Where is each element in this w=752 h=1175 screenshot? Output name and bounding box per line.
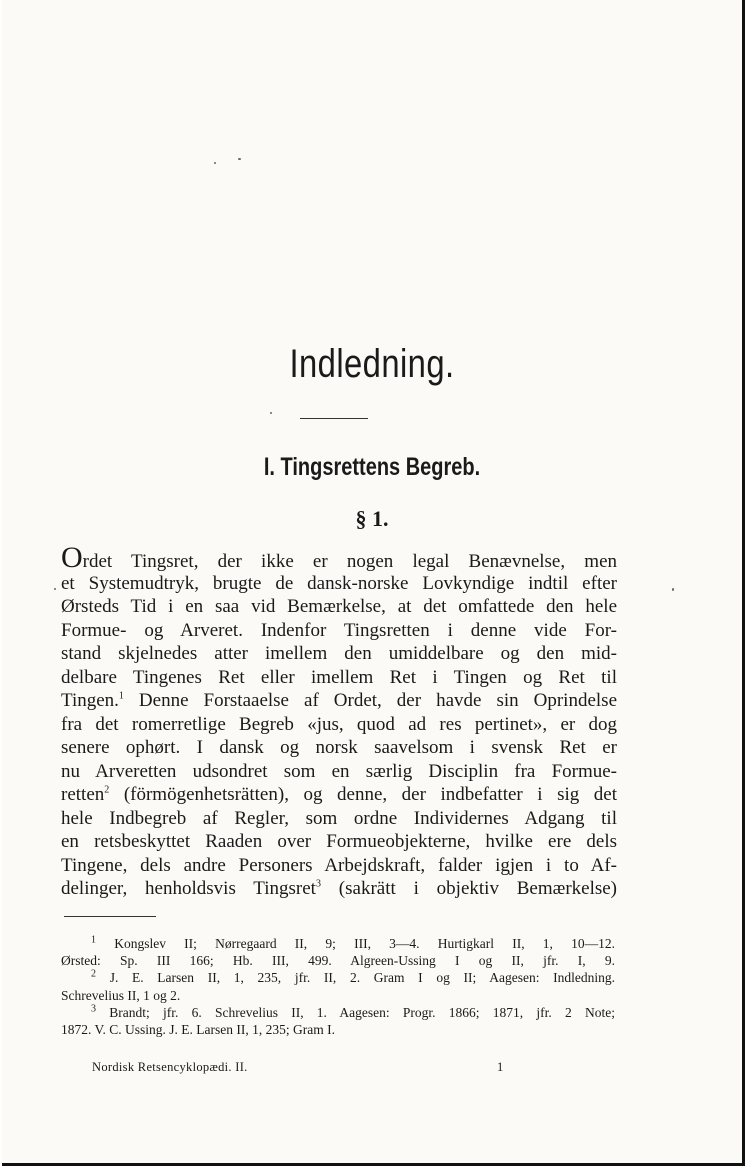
page xyxy=(2,0,745,1166)
body-line: et Systemudtryk, brugte de dansk-norske Lovkyndige indtil efter xyxy=(61,572,617,594)
footnote-ref: 2 xyxy=(104,784,110,796)
footnote-ref: 3 xyxy=(315,878,321,890)
speck xyxy=(270,412,272,414)
footnote-line: Schrevelius II, 1 og 2. xyxy=(61,987,181,1003)
footnote-line: 1872. V. C. Ussing. J. E. Larsen II, 1, 235; Gram I. xyxy=(61,1021,335,1037)
footnote-divider xyxy=(64,916,156,917)
footnote-line: $^3$ Brandt; jfr. 6. Schrevelius II, 1. Aagesen: Progr. 1866; 1871, jfr. 2 Note; xyxy=(91,1003,615,1020)
body-line: nu Arveretten udsondret som en særlig Disciplin fra Formue- xyxy=(61,760,617,782)
footnote-line: $^1$ Kongslev II; Nørregaard II, 9; III, 3—4. Hurtigkarl II, 1, 10—12. xyxy=(91,934,616,951)
page-number: 1 xyxy=(497,1060,504,1074)
body-line: Tingene, dels andre Personers Arbejdskraft, falder igjen i to Af- xyxy=(61,854,617,876)
footnote-ref: 1 xyxy=(118,690,124,702)
drop-cap: O xyxy=(61,541,83,574)
speck xyxy=(238,158,241,160)
section-number: § 1. xyxy=(355,506,389,531)
body-line: en retsbeskyttet Raaden over Formueobjekterne, hvilke ere dels xyxy=(61,831,617,852)
body-line: delinger, henholdsvis Tingsret$^3$ (sakrätt i objektiv Bemærkelse) xyxy=(61,878,618,899)
speck xyxy=(672,588,674,591)
body-line: Formue- og Arveret. Indenfor Tingsretten i denne vide For- xyxy=(61,619,617,641)
title-divider xyxy=(300,418,368,419)
body-line: Ørsteds Tid i en saa vid Bemærkelse, at det omfattede den hele xyxy=(61,596,617,617)
body-line: fra det romerretlige Begreb «jus, quod ad res pertinet», er dog xyxy=(61,713,617,735)
speck xyxy=(54,588,56,590)
body-line: senere ophørt. I dansk og norsk saavelsom i svensk Ret er xyxy=(61,737,617,758)
footnotes xyxy=(61,935,615,1038)
body-line: stand skjelnedes atter imellem den umiddelbare og den mid- xyxy=(61,643,617,664)
body-line: hele Indbegreb af Regler, som ordne Individernes Adgang til xyxy=(61,807,617,829)
body-line: Ordet Tingsret, der ikke er nogen legal Benævnelse, men xyxy=(61,541,617,574)
speck xyxy=(214,162,216,164)
body-line: retten$^2$ (förmögenhetsrätten), og denne, der indbefatter i sig det xyxy=(61,784,618,805)
page-title: Indledning. xyxy=(289,342,455,386)
chapter-heading: I. Tingsrettens Begreb. xyxy=(263,453,481,481)
imprint: Nordisk Retsencyklopædi. II. xyxy=(92,1060,248,1074)
body-line: delbare Tingenes Ret eller imellem Ret i Tingen og Ret til xyxy=(61,666,617,688)
body-text xyxy=(61,541,618,901)
footnote-line: Ørsted: Sp. III 166; Hb. III, 499. Algreen-Ussing I og II, jfr. I, 9. xyxy=(61,953,615,969)
body-line: Tingen.$^1$ Denne Forstaaelse af Ordet, der havde sin Oprindelse xyxy=(61,690,617,711)
footnote-line: $^2$ J. E. Larsen II, 1, 235, jfr. II, 2. Gram I og II; Aagesen: Indledning. xyxy=(91,968,615,986)
